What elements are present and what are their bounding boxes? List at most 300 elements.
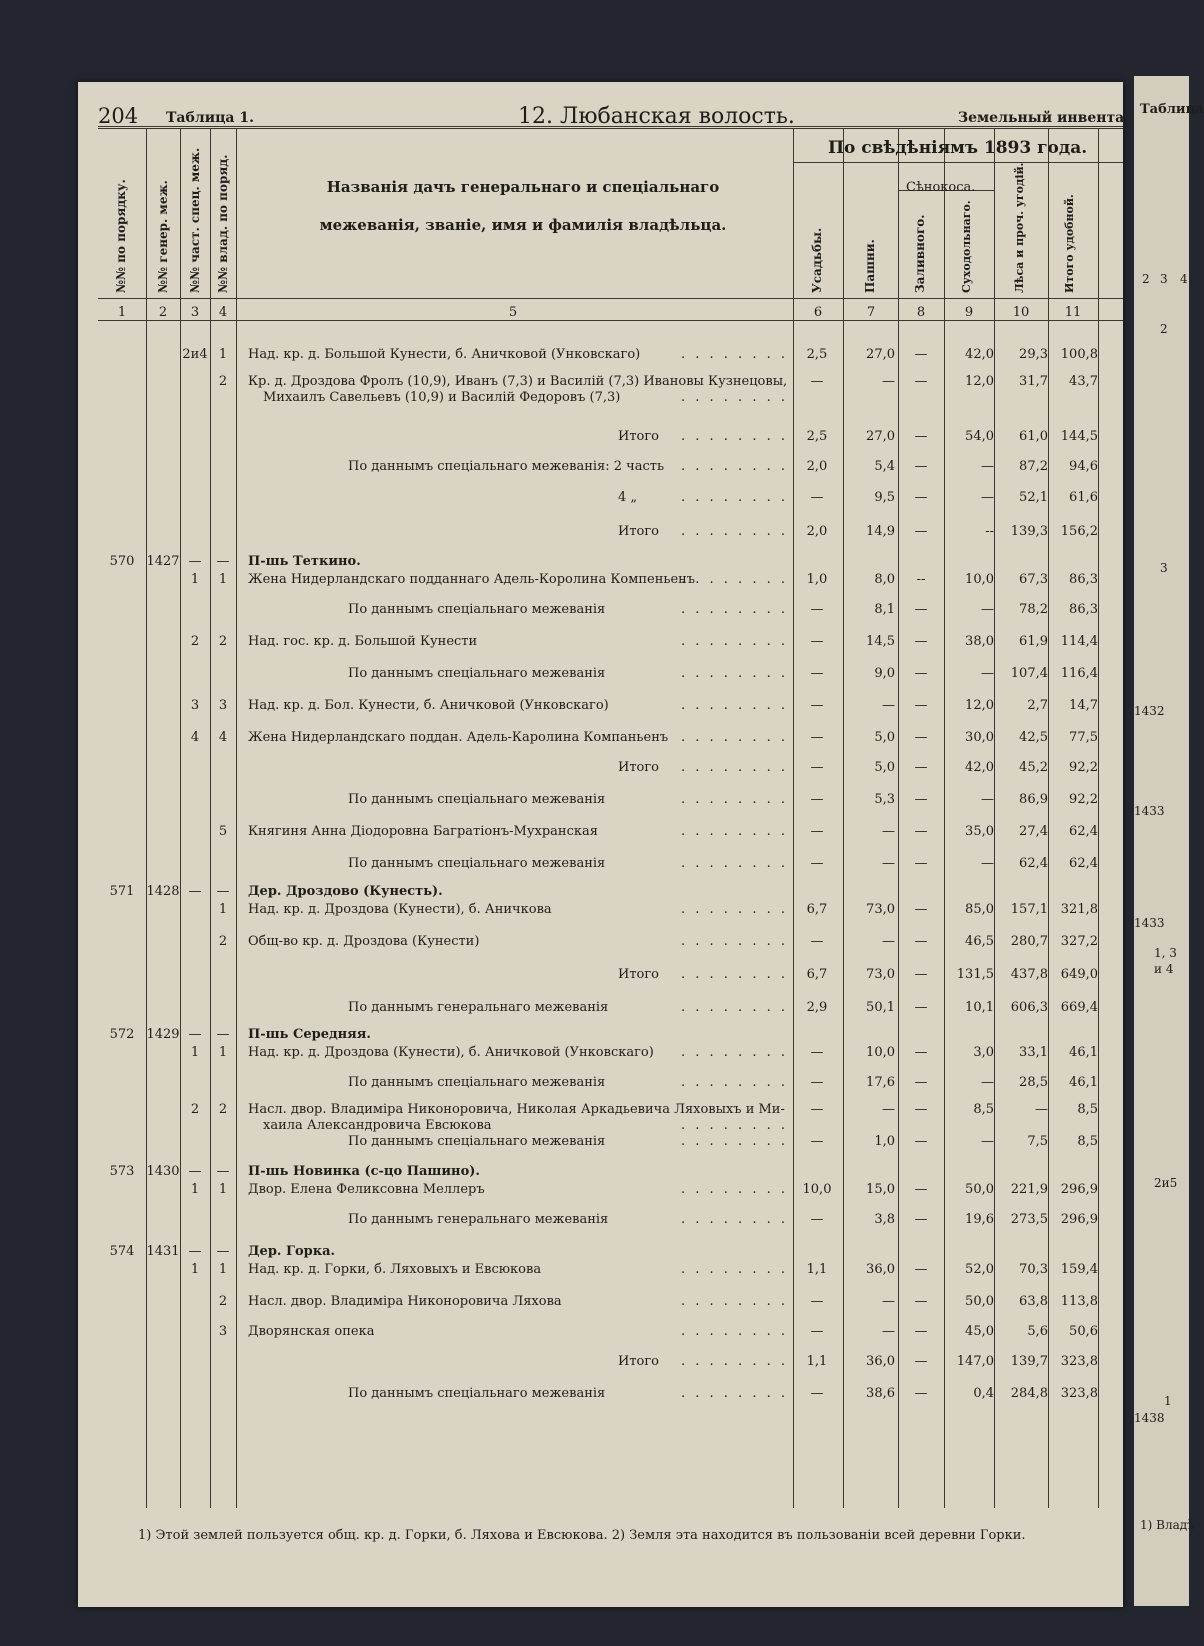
cell-sukhodolnago: 42,0 (965, 347, 994, 362)
cell-usadby: — (810, 824, 824, 839)
cell-zalivnogo: — (914, 666, 928, 681)
cell-zalivnogo: — (914, 634, 928, 649)
cell-estate-name: Кр. д. Дроздова Фролъ (10,9), Иванъ (7,3) и Василій (7,3) Ивановы Кузнецовы, (248, 374, 788, 389)
cell-forest: 62,4 (1019, 856, 1048, 871)
cell-order-number: 570 (109, 554, 135, 569)
column-number: 6 (813, 305, 823, 320)
cell-estate-name: Общ-во кр. д. Дроздова (Кунести) (248, 934, 480, 949)
cell-usadby: 6,7 (806, 967, 828, 982)
cell-usadby: — (810, 1045, 824, 1060)
cell-special-number: — (188, 1164, 202, 1179)
cell-estate-name: П-шь Середняя. (248, 1027, 371, 1042)
cell-pashni: 15,0 (866, 1182, 895, 1197)
cell-total: 62,4 (1069, 856, 1098, 871)
page-number: 204 (98, 104, 139, 128)
cell-total: 61,6 (1069, 490, 1098, 505)
cell-owner-number: 2 (218, 1102, 228, 1117)
cell-zalivnogo: — (914, 1386, 928, 1401)
cell-pashni: — (882, 824, 895, 839)
cell-usadby: — (810, 602, 824, 617)
cell-forest: 45,2 (1019, 760, 1048, 775)
header-usadby: Усадьбы. (810, 227, 824, 293)
cell-sukhodolnago: 30,0 (965, 730, 994, 745)
cell-pashni: — (882, 1294, 895, 1309)
cell-total: 649,0 (1060, 967, 1098, 982)
cell-total: 14,7 (1069, 698, 1098, 713)
cell-forest: 61,0 (1019, 429, 1048, 444)
cell-forest: 61,9 (1019, 634, 1048, 649)
leader-dots: . . . . . . . . (681, 824, 788, 839)
cell-total: 86,3 (1069, 602, 1098, 617)
cell-forest: 606,3 (1010, 1000, 1048, 1015)
cell-usadby: 2,0 (806, 524, 828, 539)
cell-zalivnogo: — (914, 1102, 928, 1117)
cell-estate-name: По даннымъ генеральнаго межеванія (348, 1000, 609, 1015)
leader-dots: . . . . . . . . (681, 1324, 788, 1339)
facing-cell: 3 (1160, 561, 1168, 575)
facing-cell: 2 (1160, 322, 1168, 336)
cell-usadby: — (810, 1134, 824, 1149)
cell-pashni: 1,0 (874, 1134, 895, 1149)
header-forest: Лѣса и проч. угодій. (1013, 162, 1026, 293)
cell-usadby: 1,1 (806, 1354, 828, 1369)
cell-pashni: 50,1 (866, 1000, 895, 1015)
cell-estate-name: По даннымъ генеральнаго межеванія (348, 1212, 609, 1227)
cell-owner-number: 1 (218, 572, 228, 587)
cell-total: 144,5 (1060, 429, 1098, 444)
cell-forest: 28,5 (1019, 1075, 1048, 1090)
cell-owner-number: — (216, 1244, 230, 1259)
cell-total: 323,8 (1060, 1354, 1098, 1369)
cell-total: 92,2 (1069, 792, 1098, 807)
cell-estate-name: Насл. двор. Владиміра Никоноровича, Николая Аркадьевича Ляховыхъ и Ми- (248, 1102, 785, 1117)
cell-total: 94,6 (1069, 459, 1098, 474)
ledger-page (78, 82, 1123, 1607)
column-number: 1 (117, 305, 127, 320)
leader-dots: . . . . . . . . (681, 967, 788, 982)
cell-usadby: — (810, 634, 824, 649)
cell-zalivnogo: — (914, 347, 928, 362)
cell-pashni: 73,0 (866, 902, 895, 917)
leader-dots: . . . . . . . . (681, 1134, 788, 1149)
cell-forest: 67,3 (1019, 572, 1048, 587)
cell-forest: 42,5 (1019, 730, 1048, 745)
cell-usadby: — (810, 792, 824, 807)
cell-owner-number: 2 (218, 634, 228, 649)
header-total-arable: Итого удобной. (1063, 194, 1076, 293)
cell-forest: 221,9 (1010, 1182, 1048, 1197)
cell-zalivnogo: — (914, 1354, 928, 1369)
leader-dots: . . . . . . . . (681, 459, 788, 474)
cell-zalivnogo: — (914, 1134, 928, 1149)
cell-estate-name: Над. кр. д. Большой Кунести, б. Аничковой (Унковскаго) (248, 347, 641, 362)
cell-pashni: 8,0 (874, 572, 895, 587)
column-number: 2 (158, 305, 168, 320)
cell-estate-name: Над. кр. д. Дроздова (Кунести), б. Аничковой (Унковскаго) (248, 1045, 654, 1060)
cell-total: 46,1 (1069, 1045, 1098, 1060)
leader-dots: . . . . . . . . (681, 856, 788, 871)
cell-sukhodolnago: 38,0 (965, 634, 994, 649)
cell-pashni: 5,3 (874, 792, 895, 807)
cell-estate-name: Над. гос. кр. д. Большой Кунести (248, 634, 478, 649)
cell-special-number: — (188, 884, 202, 899)
cell-usadby: — (810, 666, 824, 681)
cell-estate-name: Над. кр. д. Дроздова (Кунести), б. Аничкова (248, 902, 552, 917)
leader-dots: . . . . . . . . (681, 666, 788, 681)
cell-forest: 5,6 (1027, 1324, 1048, 1339)
cell-sukhodolnago: 50,0 (965, 1294, 994, 1309)
column-number: 3 (190, 305, 200, 320)
cell-sukhodolnago: — (981, 459, 994, 474)
cell-owner-number: 5 (218, 824, 228, 839)
leader-dots: . . . . . . . . (681, 1294, 788, 1309)
cell-sukhodolnago: 42,0 (965, 760, 994, 775)
cell-forest: 280,7 (1010, 934, 1048, 949)
cell-sukhodolnago: 12,0 (965, 374, 994, 389)
cell-total: 62,4 (1069, 824, 1098, 839)
leader-dots: . . . . . . . . (681, 602, 788, 617)
cell-estate-name: По даннымъ спеціальнаго межеванія (348, 1134, 606, 1149)
cell-estate-name-cont: Михаилъ Савельевъ (10,9) и Василій Федоровъ (7,3) (263, 390, 621, 405)
header-owner-number: №№ влад. по поряд. (216, 154, 230, 293)
cell-zalivnogo: — (914, 1262, 928, 1277)
cell-sukhodolnago: 52,0 (965, 1262, 994, 1277)
cell-special-number: 2и4 (182, 347, 208, 362)
cell-estate-name: По даннымъ спеціальнаго межеванія (348, 602, 606, 617)
cell-zalivnogo: — (914, 1324, 928, 1339)
cell-total: 321,8 (1060, 902, 1098, 917)
cell-usadby: 2,9 (806, 1000, 828, 1015)
cell-zalivnogo: — (914, 824, 928, 839)
cell-pashni: 14,5 (866, 634, 895, 649)
cell-forest: 29,3 (1019, 347, 1048, 362)
facing-cell: 1, 3 (1154, 946, 1177, 960)
cell-pashni: 36,0 (866, 1262, 895, 1277)
cell-sukhodolnago: 8,5 (973, 1102, 994, 1117)
cell-forest: 86,9 (1019, 792, 1048, 807)
cell-estate-name: Дер. Горка. (248, 1244, 336, 1259)
cell-pashni: 27,0 (866, 429, 895, 444)
cell-order-number: 572 (109, 1027, 135, 1042)
cell-total: 156,2 (1060, 524, 1098, 539)
inventory-label: Земельный инвента (958, 110, 1125, 126)
cell-total: 100,8 (1060, 347, 1098, 362)
cell-total: 323,8 (1060, 1386, 1098, 1401)
cell-total: 114,4 (1060, 634, 1098, 649)
cell-total: 113,8 (1060, 1294, 1098, 1309)
facing-cell: 1433 (1134, 916, 1165, 930)
cell-forest: 27,4 (1019, 824, 1048, 839)
cell-zalivnogo: — (914, 1294, 928, 1309)
cell-estate-name: Дер. Дроздово (Кунесть). (248, 884, 443, 899)
cell-owner-number: 1 (218, 347, 228, 362)
cell-forest: 70,3 (1019, 1262, 1048, 1277)
cell-special-number: 3 (190, 698, 200, 713)
cell-usadby: — (810, 934, 824, 949)
cell-general-number: 1427 (146, 554, 180, 569)
cell-forest: — (1035, 1102, 1048, 1117)
leader-dots: . . . . . . . . (681, 1045, 788, 1060)
cell-general-number: 1430 (146, 1164, 180, 1179)
cell-total: 86,3 (1069, 572, 1098, 587)
cell-special-number: 1 (190, 1182, 200, 1197)
cell-forest: 52,1 (1019, 490, 1048, 505)
cell-estate-name: П-шь Теткино. (248, 554, 361, 569)
cell-sukhodolnago: — (981, 792, 994, 807)
header-special-survey-number: №№ част. спец. меж. (188, 147, 202, 293)
cell-usadby: 10,0 (802, 1182, 832, 1197)
cell-owner-number: 4 (218, 730, 228, 745)
cell-zalivnogo: — (914, 459, 928, 474)
header-pashni: Пашни. (863, 239, 877, 293)
cell-usadby: — (810, 1324, 824, 1339)
cell-pashni: — (882, 698, 895, 713)
cell-estate-name: Итого (618, 760, 659, 775)
leader-dots: . . . . . . . . (681, 1118, 788, 1133)
cell-pashni: — (882, 856, 895, 871)
cell-forest: 31,7 (1019, 374, 1048, 389)
leader-dots: . . . . . . . . (681, 902, 788, 917)
cell-forest: 78,2 (1019, 602, 1048, 617)
cell-total: 50,6 (1069, 1324, 1098, 1339)
cell-forest: 7,5 (1027, 1134, 1048, 1149)
facing-col-number: 3 (1160, 272, 1168, 286)
cell-usadby: — (810, 1294, 824, 1309)
cell-estate-name: По даннымъ спеціальнаго межеванія (348, 666, 606, 681)
cell-usadby: 2,5 (806, 429, 828, 444)
cell-zalivnogo: — (914, 698, 928, 713)
cell-forest: 157,1 (1010, 902, 1048, 917)
cell-estate-name-cont: хаила Александровича Евсюкова (263, 1118, 492, 1133)
cell-sukhodolnago: 10,0 (965, 572, 994, 587)
leader-dots: . . . . . . . . (681, 572, 788, 587)
cell-usadby: 2,5 (806, 347, 828, 362)
cell-owner-number: 3 (218, 1324, 228, 1339)
cell-total: 116,4 (1060, 666, 1098, 681)
cell-forest: 284,8 (1010, 1386, 1048, 1401)
cell-zalivnogo: — (914, 490, 928, 505)
cell-zalivnogo: — (914, 374, 928, 389)
cell-zalivnogo: — (914, 1075, 928, 1090)
cell-total: 669,4 (1060, 1000, 1098, 1015)
cell-forest: 437,8 (1010, 967, 1048, 982)
cell-pashni: 36,0 (866, 1354, 895, 1369)
cell-owner-number: 1 (218, 1262, 228, 1277)
cell-estate-name: Итого (618, 429, 659, 444)
cell-zalivnogo: — (914, 602, 928, 617)
cell-total: 43,7 (1069, 374, 1098, 389)
cell-usadby: — (810, 1102, 824, 1117)
cell-estate-name: По даннымъ спеціальнаго межеванія (348, 1386, 606, 1401)
cell-pashni: 10,0 (866, 1045, 895, 1060)
leader-dots: . . . . . . . . (681, 760, 788, 775)
cell-order-number: 571 (109, 884, 135, 899)
cell-zalivnogo: — (914, 902, 928, 917)
cell-zalivnogo: — (914, 856, 928, 871)
cell-estate-name: Княгиня Анна Діодоровна Багратіонъ-Мухранская (248, 824, 598, 839)
cell-special-number: — (188, 1244, 202, 1259)
cell-usadby: — (810, 760, 824, 775)
cell-total: 296,9 (1060, 1212, 1098, 1227)
cell-owner-number: 1 (218, 1045, 228, 1060)
cell-pashni: 8,1 (874, 602, 895, 617)
cell-pashni: 5,0 (874, 760, 895, 775)
cell-usadby: — (810, 490, 824, 505)
cell-usadby: — (810, 698, 824, 713)
cell-pashni: 73,0 (866, 967, 895, 982)
cell-sukhodolnago: — (981, 856, 994, 871)
cell-pashni: 27,0 (866, 347, 895, 362)
facing-page-fragment (1134, 76, 1204, 1606)
facing-cell: 1432 (1134, 704, 1165, 718)
facing-footnote: 1) Владѣ (1140, 1518, 1195, 1532)
cell-usadby: 1,0 (806, 572, 828, 587)
cell-sukhodolnago: 54,0 (965, 429, 994, 444)
cell-general-number: 1429 (146, 1027, 180, 1042)
cell-owner-number: 2 (218, 374, 228, 389)
cell-zalivnogo: — (914, 792, 928, 807)
cell-special-number: 2 (190, 1102, 200, 1117)
cell-pashni: — (882, 1102, 895, 1117)
cell-total: 8,5 (1077, 1134, 1098, 1149)
cell-total: 327,2 (1060, 934, 1098, 949)
leader-dots: . . . . . . . . (681, 634, 788, 649)
cell-special-number: 1 (190, 572, 200, 587)
cell-sukhodolnago: 0,4 (973, 1386, 994, 1401)
column-number: 10 (1012, 305, 1030, 320)
cell-sukhodolnago: 3,0 (973, 1045, 994, 1060)
cell-usadby: 2,0 (806, 459, 828, 474)
cell-usadby: — (810, 1212, 824, 1227)
header-estate-names-line1: Названія дачъ генеральнаго и спеціальнаго (326, 178, 720, 196)
leader-dots: . . . . . . . . (681, 1262, 788, 1277)
cell-forest: 87,2 (1019, 459, 1048, 474)
cell-owner-number: — (216, 884, 230, 899)
cell-pashni: 3,8 (874, 1212, 895, 1227)
cell-usadby: — (810, 1386, 824, 1401)
cell-zalivnogo: — (914, 760, 928, 775)
cell-sukhodolnago: 19,6 (965, 1212, 994, 1227)
cell-estate-name: Над. кр. д. Горки, б. Ляховыхъ и Евсюкова (248, 1262, 542, 1277)
cell-pashni: 5,0 (874, 730, 895, 745)
header-estate-names (243, 168, 803, 244)
cell-owner-number: — (216, 554, 230, 569)
cell-sukhodolnago: 147,0 (956, 1354, 994, 1369)
cell-forest: 2,7 (1027, 698, 1048, 713)
cell-estate-name: По даннымъ спеціальнаго межеванія (348, 1075, 606, 1090)
cell-zalivnogo: — (914, 1000, 928, 1015)
cell-forest: 273,5 (1010, 1212, 1048, 1227)
cell-zalivnogo: — (914, 1045, 928, 1060)
cell-estate-name: Над. кр. д. Бол. Кунести, б. Аничковой (Унковскаго) (248, 698, 609, 713)
column-number: 11 (1064, 305, 1082, 320)
cell-sukhodolnago: — (981, 490, 994, 505)
cell-estate-name: По даннымъ спеціальнаго межеванія (348, 792, 606, 807)
leader-dots: . . . . . . . . (681, 698, 788, 713)
header-order-number: №№ по порядку. (114, 179, 128, 293)
cell-forest: 139,3 (1010, 524, 1048, 539)
cell-total: 77,5 (1069, 730, 1098, 745)
column-number: 9 (964, 305, 974, 320)
cell-sukhodolnago: 10,1 (965, 1000, 994, 1015)
cell-zalivnogo: — (914, 730, 928, 745)
cell-estate-name: Жена Нидерландскаго подданнаго Адель-Королина Компеньенъ (248, 572, 696, 587)
cell-sukhodolnago: 35,0 (965, 824, 994, 839)
column-number: 8 (916, 305, 926, 320)
column-number: 4 (218, 305, 228, 320)
cell-estate-name: Итого (618, 967, 659, 982)
cell-pashni: 38,6 (866, 1386, 895, 1401)
cell-sukhodolnago: 46,5 (965, 934, 994, 949)
cell-owner-number: — (216, 1164, 230, 1179)
leader-dots: . . . . . . . . (681, 1386, 788, 1401)
cell-pashni: 9,0 (874, 666, 895, 681)
cell-sukhodolnago: — (981, 1075, 994, 1090)
leader-dots: . . . . . . . . (681, 524, 788, 539)
header-year: По свѣдѣніямъ 1893 года. (828, 138, 1088, 158)
cell-zalivnogo: — (914, 524, 928, 539)
cell-sukhodolnago: 85,0 (965, 902, 994, 917)
cell-owner-number: — (216, 1027, 230, 1042)
cell-sukhodolnago: — (981, 666, 994, 681)
leader-dots: . . . . . . . . (681, 490, 788, 505)
leader-dots: . . . . . . . . (681, 390, 788, 405)
cell-owner-number: 3 (218, 698, 228, 713)
cell-total: 296,9 (1060, 1182, 1098, 1197)
cell-sukhodolnago: 12,0 (965, 698, 994, 713)
cell-pashni: 17,6 (866, 1075, 895, 1090)
cell-estate-name: По даннымъ спеціальнаго межеванія (348, 856, 606, 871)
cell-owner-number: 1 (218, 902, 228, 917)
leader-dots: . . . . . . . . (681, 1354, 788, 1369)
cell-usadby: — (810, 856, 824, 871)
cell-zalivnogo: — (914, 429, 928, 444)
cell-forest: 63,8 (1019, 1294, 1048, 1309)
cell-pashni: 5,4 (874, 459, 895, 474)
volost-title: 12. Любанская волость. (518, 104, 795, 129)
cell-order-number: 574 (109, 1244, 135, 1259)
cell-pashni: — (882, 1324, 895, 1339)
cell-zalivnogo: — (914, 934, 928, 949)
header-zalivnogo: Заливного. (913, 214, 927, 293)
table-label: Таблица 1. (166, 110, 254, 126)
facing-page-header: Таблица (1140, 102, 1204, 117)
cell-sukhodolnago: — (981, 602, 994, 617)
header-general-survey-number: №№ генер. меж. (156, 180, 170, 293)
cell-estate-name: Жена Нидерландскаго поддан. Адель-Каролина Компаньенъ (248, 730, 669, 745)
header-senokosa: Сѣнокоса. (906, 180, 976, 195)
cell-usadby: 1,1 (806, 1262, 828, 1277)
facing-cell: 1 (1164, 1394, 1172, 1408)
cell-sukhodolnago: 131,5 (956, 967, 994, 982)
cell-forest: 33,1 (1019, 1045, 1048, 1060)
cell-owner-number: 2 (218, 934, 228, 949)
cell-special-number: — (188, 554, 202, 569)
cell-usadby: 6,7 (806, 902, 828, 917)
cell-usadby: — (810, 730, 824, 745)
facing-col-number: 2 (1142, 272, 1150, 286)
cell-sukhodolnago: 45,0 (965, 1324, 994, 1339)
facing-col-number: 4 (1180, 272, 1188, 286)
column-number: 7 (866, 305, 876, 320)
header-estate-names-line2: межеванія, званіе, имя и фамилія владѣльца. (319, 216, 727, 234)
cell-usadby: — (810, 374, 824, 389)
cell-sukhodolnago: 50,0 (965, 1182, 994, 1197)
leader-dots: . . . . . . . . (681, 347, 788, 362)
leader-dots: . . . . . . . . (681, 1075, 788, 1090)
facing-cell: и 4 (1154, 962, 1174, 976)
cell-general-number: 1431 (146, 1244, 180, 1259)
